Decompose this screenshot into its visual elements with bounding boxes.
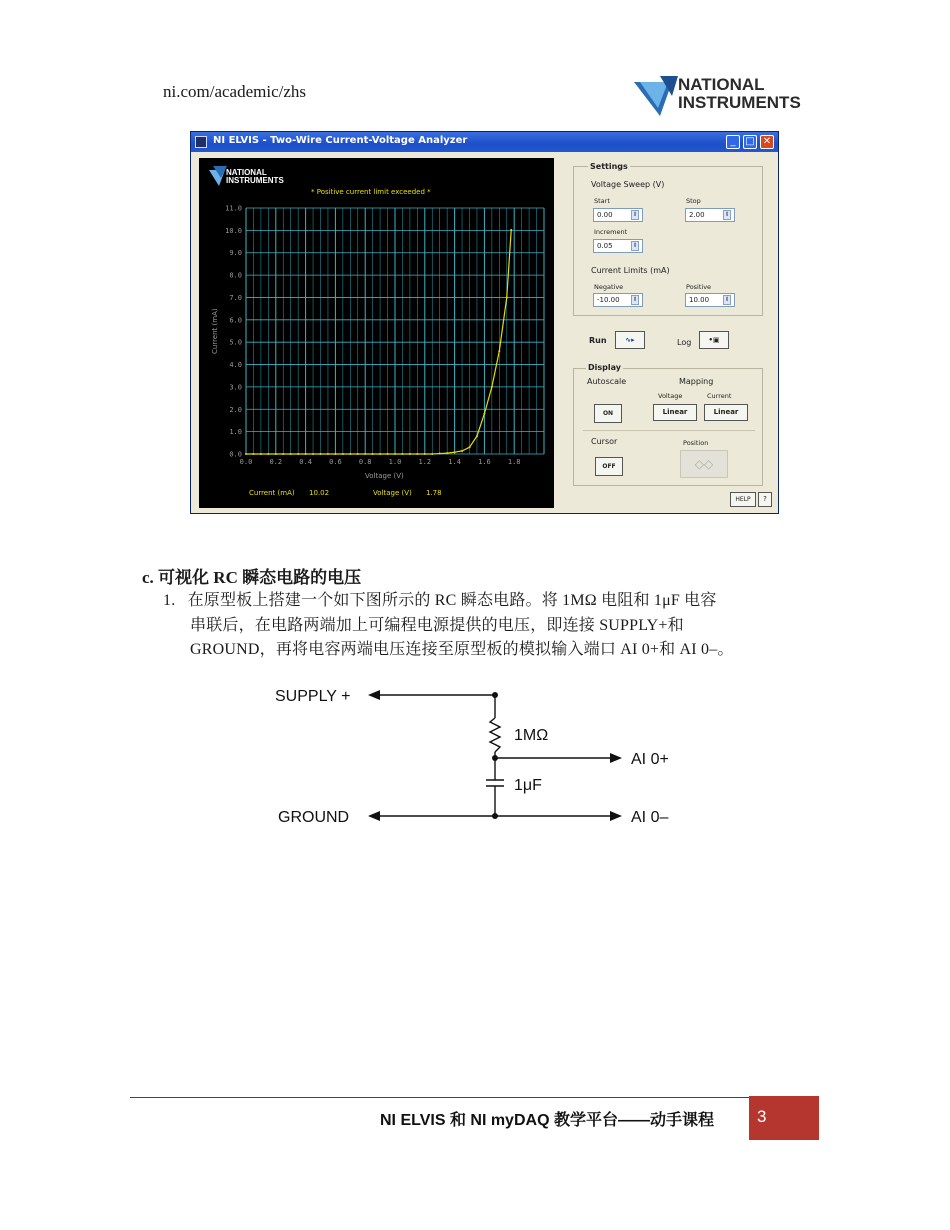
current-limits-label: Current Limits (mA) <box>591 266 670 275</box>
supply-arrow-icon <box>368 690 380 700</box>
y-axis-label: Current (mA) <box>211 308 219 354</box>
window-title: NI ELVIS - Two-Wire Current-Voltage Analyzer <box>213 135 468 146</box>
stop-spinner-icon[interactable]: ⇕ <box>724 212 730 218</box>
stop-label: Stop <box>686 197 701 205</box>
data-point <box>297 453 299 455</box>
negative-label: Negative <box>594 283 624 291</box>
iv-analyzer-window <box>190 131 779 514</box>
rc-circuit-diagram <box>270 680 690 830</box>
data-point <box>364 453 366 455</box>
data-point <box>260 453 262 455</box>
y-tick-label: 4.0 <box>229 361 242 370</box>
autoscale-toggle[interactable]: ON <box>594 404 622 423</box>
footer-title: NI ELVIS 和 NI myDAQ 教学平台——动手课程 <box>380 1112 714 1129</box>
run-label: Run <box>589 336 607 345</box>
data-point <box>387 453 389 455</box>
resistor-symbol <box>490 718 500 752</box>
iv-curve-chart <box>199 158 554 508</box>
ai-pos-label: AI 0+ <box>631 751 669 768</box>
x-tick-label: 0.4 <box>299 458 312 466</box>
increment-field[interactable]: 0.05 <box>593 239 643 253</box>
data-point <box>409 453 411 455</box>
negative-spinner-icon[interactable]: ⇕ <box>632 297 638 303</box>
voltage-readout-value: 1.78 <box>426 489 442 497</box>
paragraph-line-2: 串联后，在电路两端加上可编程电源提供的电压，即连接 SUPPLY+和 <box>190 617 684 634</box>
current-readout-value: 10.02 <box>309 489 330 497</box>
ground-label: GROUND <box>278 809 350 826</box>
settings-title: Settings <box>590 162 628 171</box>
y-tick-label: 5.0 <box>229 338 242 347</box>
y-tick-label: 0.0 <box>229 450 242 459</box>
x-tick-label: 1.8 <box>507 458 521 466</box>
y-tick-label: 7.0 <box>229 293 242 302</box>
data-point <box>401 453 403 455</box>
mapping-current-label: Current <box>707 392 732 400</box>
data-point <box>476 435 478 437</box>
app-icon <box>195 136 207 148</box>
y-tick-label: 11.0 <box>225 204 242 213</box>
x-tick-label: 0.6 <box>329 458 342 466</box>
y-tick-label: 3.0 <box>229 383 242 392</box>
start-field[interactable]: 0.00 <box>593 208 643 222</box>
x-tick-label: 0.2 <box>269 458 283 466</box>
data-point <box>312 453 314 455</box>
cursor-label: Cursor <box>591 437 618 446</box>
voltage-readout-label: Voltage (V) <box>373 489 412 497</box>
data-point <box>320 453 322 455</box>
logo-line2: INSTRUMENTS <box>678 93 801 112</box>
plot-logo-line1: NATIONAL <box>226 168 267 177</box>
data-point <box>454 451 456 453</box>
minimize-button[interactable] <box>726 135 740 149</box>
maximize-button[interactable] <box>743 135 757 149</box>
list-item <box>163 587 717 610</box>
current-mapping-button[interactable]: Linear <box>704 404 748 421</box>
x-tick-label: 1.6 <box>478 458 491 466</box>
data-point <box>275 453 277 455</box>
x-tick-label: 1.2 <box>418 458 432 466</box>
y-tick-label: 1.0 <box>229 428 242 437</box>
data-point <box>510 229 512 231</box>
data-point <box>431 453 433 455</box>
save-log-icon: •▣ <box>708 336 720 344</box>
resistor-label: 1MΩ <box>514 727 549 744</box>
data-point <box>349 453 351 455</box>
context-help-button[interactable]: ? <box>758 492 772 507</box>
window-titlebar[interactable] <box>191 132 778 152</box>
maximize-icon: □ <box>745 136 755 147</box>
logo-line1: NATIONAL <box>678 75 765 94</box>
data-point <box>491 386 493 388</box>
data-point <box>439 453 441 455</box>
data-point <box>372 453 374 455</box>
x-tick-label: 1.0 <box>388 458 402 466</box>
supply-label: SUPPLY + <box>275 688 351 705</box>
mapping-label: Mapping <box>679 377 714 386</box>
display-divider <box>583 430 755 431</box>
plot-logo-line2: INSTRUMENTS <box>226 176 284 185</box>
ground-arrow-icon <box>368 811 380 821</box>
help-button[interactable]: HELP <box>730 492 756 507</box>
minimize-icon: _ <box>730 136 736 147</box>
log-label: Log <box>677 338 692 347</box>
data-point <box>342 453 344 455</box>
data-point <box>394 453 396 455</box>
cursor-toggle[interactable]: OFF <box>595 457 623 476</box>
x-axis-label: Voltage (V) <box>365 472 404 480</box>
start-label: Start <box>594 197 610 205</box>
page-number: 3 <box>757 1107 767 1126</box>
current-readout-label: Current (mA) <box>249 489 295 497</box>
ai-neg-label: AI 0– <box>631 809 669 826</box>
data-point <box>424 453 426 455</box>
data-point <box>327 453 329 455</box>
close-icon: ✕ <box>762 136 772 147</box>
data-point <box>461 450 463 452</box>
data-point <box>282 453 284 455</box>
data-point <box>506 296 508 298</box>
increment-label: Increment <box>594 228 628 236</box>
x-tick-label: 1.4 <box>448 458 461 466</box>
cursor-position-slider[interactable] <box>680 450 728 478</box>
data-point <box>469 446 471 448</box>
header-url: ni.com/academic/zhs <box>163 82 307 101</box>
log-button[interactable] <box>699 331 729 349</box>
y-tick-label: 8.0 <box>229 271 242 280</box>
data-point <box>498 350 500 352</box>
close-button[interactable] <box>760 135 774 149</box>
data-point <box>446 452 448 454</box>
autoscale-label: Autoscale <box>587 377 627 386</box>
data-point <box>379 453 381 455</box>
data-point <box>245 453 247 455</box>
data-point <box>290 453 292 455</box>
ai-neg-arrow-icon <box>610 811 622 821</box>
x-tick-label: 0.8 <box>358 458 372 466</box>
run-button[interactable] <box>615 331 645 349</box>
positive-limit-field[interactable]: 10.00 <box>685 293 735 307</box>
voltage-mapping-button[interactable]: Linear <box>653 404 697 421</box>
negative-limit-field[interactable]: -10.00 <box>593 293 643 307</box>
y-tick-label: 2.0 <box>229 405 242 414</box>
data-point <box>334 453 336 455</box>
data-point <box>357 453 359 455</box>
data-point <box>305 453 307 455</box>
stop-field[interactable]: 2.00 <box>685 208 735 222</box>
junction-top <box>492 692 498 698</box>
data-point <box>252 453 254 455</box>
y-tick-label: 9.0 <box>229 249 242 258</box>
start-spinner-icon[interactable]: ⇕ <box>632 212 638 218</box>
paragraph-line-3: GROUND，再将电容两端电压连接至原型板的模拟输入端口 AI 0+和 AI 0–。 <box>190 641 734 658</box>
mapping-voltage-label: Voltage <box>658 392 683 400</box>
voltage-sweep-label: Voltage Sweep (V) <box>591 180 665 189</box>
display-title: Display <box>588 363 621 372</box>
data-point <box>483 413 485 415</box>
ai-pos-arrow-icon <box>610 753 622 763</box>
waveform-run-icon: ∿▸ <box>625 336 635 344</box>
diamond-arrows-icon: ◇◇ <box>694 457 714 471</box>
section-heading: c. 可视化 RC 瞬态电路的电压 <box>142 568 362 587</box>
y-tick-label: 6.0 <box>229 316 242 325</box>
x-tick-label: 0.0 <box>239 458 253 466</box>
positive-label: Positive <box>686 283 712 291</box>
limit-warning: * Positive current limit exceeded * <box>311 188 431 196</box>
footer-rule <box>130 1097 750 1098</box>
data-point <box>267 453 269 455</box>
positive-spinner-icon[interactable]: ⇕ <box>724 297 730 303</box>
data-point <box>416 453 418 455</box>
junction-bottom <box>492 813 498 819</box>
item-number: 1. <box>163 592 176 609</box>
position-label: Position <box>683 439 709 447</box>
junction-mid <box>492 755 498 761</box>
national-instruments-logo <box>632 70 812 118</box>
increment-spinner-icon[interactable]: ⇕ <box>632 243 638 249</box>
y-tick-label: 10.0 <box>225 226 242 235</box>
iv-plot-panel <box>199 158 554 508</box>
capacitor-label: 1μF <box>514 777 542 794</box>
paragraph-line-1: 在原型板上搭建一个如下图所示的 RC 瞬态电路。将 1MΩ 电阻和 1μF 电容 <box>187 592 717 609</box>
